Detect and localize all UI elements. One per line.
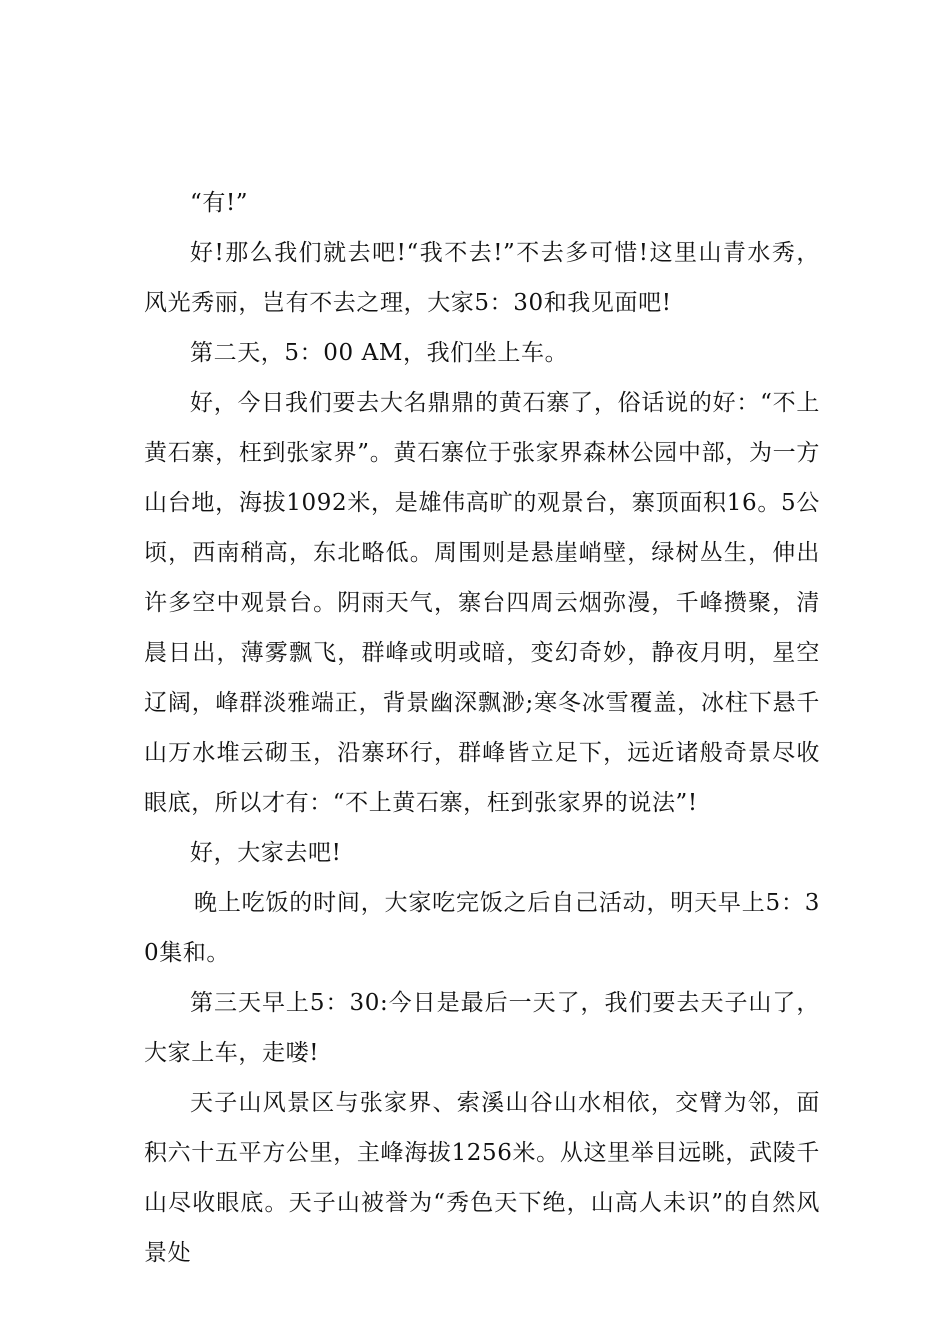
paragraph-invitation: 好!那么我们就去吧!“我不去!”不去多可惜!这里山青水秀，风光秀丽，岂有不去之理，大家5：30和我见面吧! bbox=[144, 240, 820, 316]
paragraph-tianzishan: 天子山风景区与张家界、索溪山谷山水相依，交臂为邻，面积六十五平方公里，主峰海拔1256米。从这里举目远眺，武陵千山尽收眼底。天子山被誉为“秀色天下绝，山高人未识”的自然风景处 bbox=[144, 1090, 820, 1266]
paragraph-day-three: 第三天早上5：30:今日是最后一天了，我们要去天子山了，大家上车，走喽! bbox=[144, 990, 820, 1066]
paragraph-lets-go: 好，大家去吧! bbox=[190, 840, 342, 866]
paragraph-dinner: 晚上吃饭的时间，大家吃完饭之后自己活动，明天早上5：30集和。 bbox=[144, 890, 820, 966]
document-body bbox=[144, 178, 820, 1278]
paragraph-you: “有!” bbox=[190, 190, 249, 216]
paragraph-day-two: 第二天，5：00 AM，我们坐上车。 bbox=[190, 340, 569, 366]
paragraph-huangshizhai: 好，今日我们要去大名鼎鼎的黄石寨了，俗话说的好：“不上黄石寨，枉到张家界”。黄石寨位于张家界森林公园中部，为一方山台地，海拔1092米，是雄伟高旷的观景台，寨顶面积16。5公顷，西南稍高，东北略低。周围则是悬崖峭壁，绿树丛生，伸出许多空中观景台。阴雨天气，寨台四周云烟弥漫，千峰攒聚，清晨日出，薄雾飘飞，群峰或明或暗，变幻奇妙，静夜月明，星空辽阔，峰群淡雅端正，背景幽深飘渺;寒冬冰雪覆盖，冰柱下悬千山万水堆云砌玉，沿寨环行，群峰皆立足下，远近诸般奇景尽收眼底，所以才有：“不上黄石寨，枉到张家界的说法”! bbox=[144, 390, 820, 816]
